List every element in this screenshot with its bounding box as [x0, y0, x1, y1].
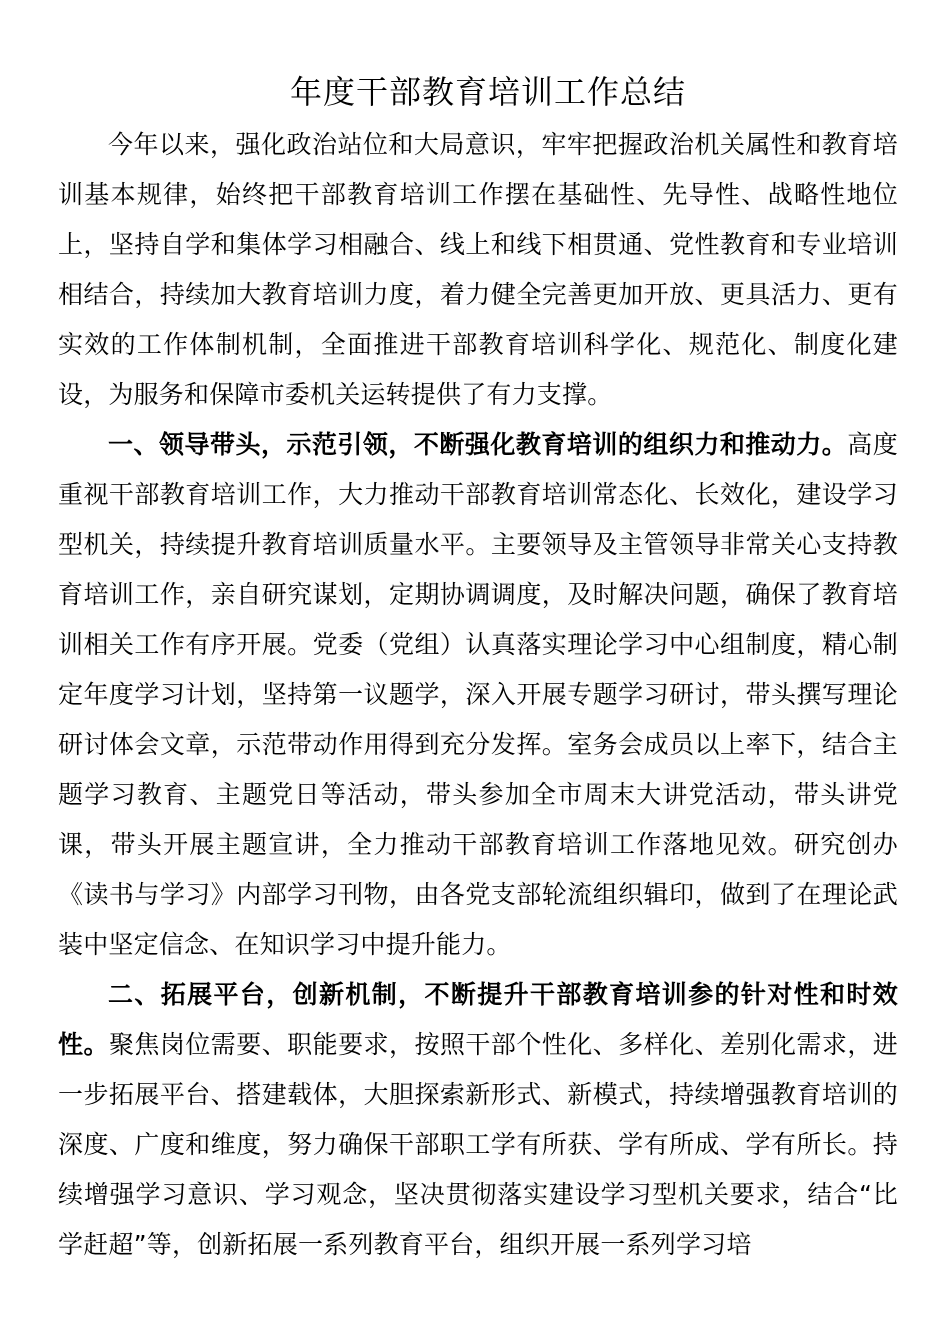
paragraph-section-2 [58, 970, 898, 1270]
paragraph-text: 今年以来，强化政治站位和大局意识，牢牢把握政治机关属性和教育培训基本规律，始终把干部教育培训工作摆在基础性、先导性、战略性地位上，坚持自学和集体学习相融合、线上和线下相贯通、党性教育和专业培训相结合，持续加大教育培训力度，着力健全完善更加开放、更具活力、更有实效的工作体制机制，全面推进干部教育培训科学化、规范化、制度化建设，为服务和保障市委机关运转提供了有力支撑。 [58, 130, 898, 409]
section-heading: 二、拓展平台，创新机制，不断提升干部教育培训参的针对性和时效性。 [58, 980, 898, 1059]
document-page [58, 64, 898, 1270]
document-title: 年度干部教育培训工作总结 [289, 73, 686, 111]
paragraph-text: 高度重视干部教育培训工作，大力推动干部教育培训常态化、长效化，建设学习型机关，持续提升教育培训质量水平。主要领导及主管领导非常关心支持教育培训工作，亲自研究谋划，定期协调调度，及时解决问题，确保了教育培训相关工作有序开展。党委（党组）认真落实理论学习中心组制度，精心制定年度学习计划，坚持第一议题学，深入开展专题学习研讨，带头撰写理论研讨体会文章，示范带动作用得到充分发挥。室务会成员以上率下，结合主题学习教育、主题党日等活动，带头参加全市周末大讲党活动，带头讲党课，带头开展主题宣讲，全力推动干部教育培训工作落地见效。研究创办《读书与学习》内部学习刊物，由各党支部轮流组织辑印，做到了在理论武装中坚定信念、在知识学习中提升能力。 [58, 430, 898, 959]
section-heading: 一、领导带头，示范引领，不断强化教育培训的组织力和推动力。 [108, 430, 848, 459]
paragraph-section-1 [58, 420, 898, 970]
paragraph-text: 聚焦岗位需要、职能要求，按照干部个性化、多样化、差别化需求，进一步拓展平台、搭建载体，大胆探索新形式、新模式，持续增强教育培训的深度、广度和维度，努力确保干部职工学有所获、学有所成、学有所长。持续增强学习意识、学习观念，坚决贯彻落实建设学习型机关要求，结合“比学赶超”等，创新拓展一系列教育平台，组织开展一系列学习培 [58, 1030, 899, 1259]
paragraph-intro [58, 120, 898, 420]
